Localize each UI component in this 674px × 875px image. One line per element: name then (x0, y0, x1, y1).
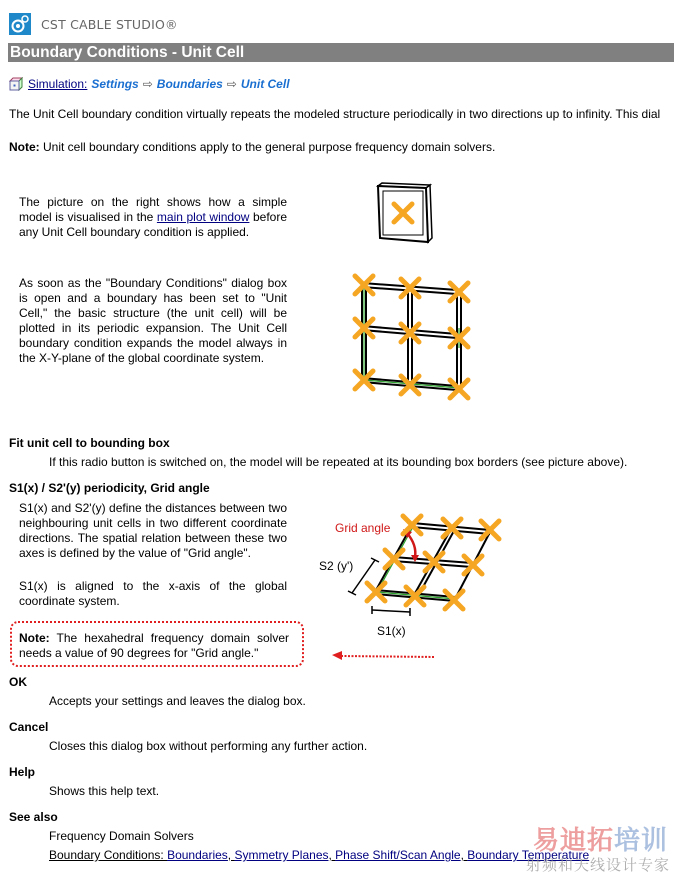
link-symmetry-planes[interactable]: Symmetry Planes (234, 848, 329, 862)
cancel-description: Closes this dialog box without performing any further action. (49, 739, 368, 753)
brand-name: CST CABLE STUDIO® (41, 16, 178, 32)
arrow-right-icon: ⇨ (142, 77, 153, 91)
watermark-red: 易迪拓 (532, 825, 614, 855)
cancel-heading: Cancel (9, 720, 49, 734)
link-boundaries[interactable]: Boundaries (167, 848, 228, 862)
ok-heading: OK (9, 675, 27, 689)
periodicity-description: S1(x) and S2'(y) define the distances between two neighbouring unit cells in two different coordinate directions. The spatial relation between these two axes is defined by the value of "Grid angle". (19, 501, 287, 560)
note-content (19, 631, 289, 661)
periodicity-heading: S1(x) / S2'(y) periodicity, Grid angle (9, 481, 210, 495)
see-also-heading: See also (9, 810, 58, 824)
note-text: Unit cell boundary conditions apply to the general purpose frequency domain solvers. (39, 140, 496, 154)
help-description: Shows this help text. (49, 784, 160, 798)
intro-text: The Unit Cell boundary condition virtually repeats the modeled structure periodically in two directions up to infinity. This dial (9, 107, 661, 121)
picture-description (19, 195, 287, 240)
fit-unit-cell-heading: Fit unit cell to bounding box (9, 436, 170, 450)
s2-label: S2 (y') (319, 559, 354, 573)
expansion-description: As soon as the "Boundary Conditions" dialog box is open and a boundary has been set to "Unit Cell," the basic structure (the unit cell) will be plotted in its periodic expansion. The Unit Cell boundary condition expands the model always in the X-Y-plane of the global coordinate system. (19, 276, 287, 365)
page-title: Boundary Conditions - Unit Cell (8, 43, 674, 62)
para-text: The picture on the right shows how a simple model is visualised in the (19, 195, 287, 224)
link-phase-shift[interactable]: Phase Shift/Scan Angle (335, 848, 461, 862)
intro-note (9, 140, 495, 154)
see-also-links: Boundary Conditions: Boundaries, Symmetry Planes, Phase Shift/Scan Angle, Boundary Temperature (49, 848, 590, 862)
arrow-right-icon: ⇨ (226, 77, 237, 91)
brand-logo (9, 12, 178, 36)
cst-logo-icon (9, 13, 31, 35)
note-text: The hexahedral frequency domain solver needs a value of 90 degrees for "Grid angle." (19, 631, 289, 660)
grid-angle-label: Grid angle (335, 521, 391, 535)
link-boundary-temperature[interactable]: Boundary Temperature (467, 848, 590, 862)
watermark-logo (533, 820, 668, 857)
breadcrumb-boundaries[interactable]: Boundaries (156, 77, 223, 91)
fit-unit-cell-text: If this radio button is switched on, the model will be repeated at its bounding box borders (see picture above). (49, 455, 628, 469)
breadcrumb-settings[interactable]: Settings (91, 77, 139, 91)
s1-alignment-text: S1(x) is aligned to the x-axis of the global coordinate system. (19, 579, 287, 608)
bc-prefix: Boundary Conditions: (49, 848, 168, 862)
s1-label: S1(x) (377, 624, 406, 638)
grid-angle-note (10, 621, 304, 667)
main-plot-window-link[interactable]: main plot window (156, 210, 250, 224)
help-heading: Help (9, 765, 36, 779)
watermark-tagline: 射频和天线设计专家 (525, 857, 670, 874)
unit-cell-figure (370, 180, 440, 246)
periodic-expansion-figure (345, 268, 475, 408)
ok-description: Accepts your settings and leaves the dialog box. (49, 694, 306, 708)
watermark-blue: 培训 (613, 825, 668, 855)
note-label: Note: (9, 140, 40, 154)
frequency-domain-solvers-item: Frequency Domain Solvers (49, 829, 194, 843)
simulation-link[interactable]: Simulation: (28, 77, 88, 91)
para-text: before any Unit Cell boundary condition is applied. (19, 210, 288, 239)
cube-icon (9, 77, 23, 91)
breadcrumb (9, 77, 290, 91)
breadcrumb-unit-cell[interactable]: Unit Cell (240, 77, 290, 91)
grid-angle-figure (315, 505, 515, 665)
note-label: Note: (19, 631, 50, 645)
